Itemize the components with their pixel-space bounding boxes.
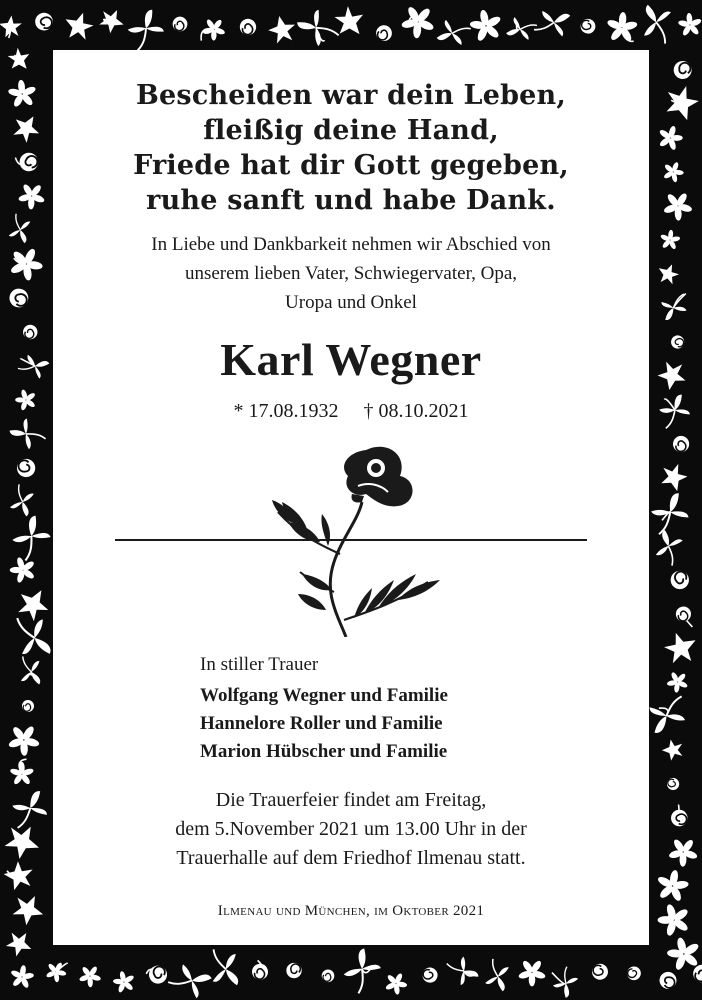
poem bbox=[53, 78, 649, 218]
poem-line: Bescheiden war dein Leben, bbox=[136, 80, 566, 111]
family-name: Marion Hübscher und Familie bbox=[200, 741, 448, 762]
intro-line: Uropa und Onkel bbox=[285, 292, 417, 313]
birth-date: * 17.08.1932 bbox=[233, 400, 339, 422]
family-name: Wolfgang Wegner und Familie bbox=[200, 685, 448, 706]
deceased-name: Karl Wegner bbox=[220, 334, 482, 385]
funeral-service-info bbox=[53, 786, 649, 873]
life-dates bbox=[53, 398, 649, 424]
place-and-date: Ilmenau und München, im Oktober 2021 bbox=[217, 903, 485, 919]
poem-line: Friede hat dir Gott gegeben, bbox=[133, 150, 569, 181]
service-line: Trauerhalle auf dem Friedhof Ilmenau statt. bbox=[176, 847, 526, 869]
mourning-lead: In stiller Trauer bbox=[200, 654, 319, 675]
service-line: Die Trauerfeier findet am Freitag, bbox=[215, 789, 487, 811]
farewell-intro bbox=[53, 230, 649, 317]
intro-line: In Liebe und Dankbarkeit nehmen wir Abschied von bbox=[151, 234, 551, 255]
rose-icon bbox=[258, 442, 443, 637]
notice-card bbox=[53, 50, 649, 945]
family-name: Hannelore Roller und Familie bbox=[200, 713, 443, 734]
poem-line: ruhe sanft und habe Dank. bbox=[146, 185, 556, 216]
mourners bbox=[200, 652, 448, 766]
intro-line: unserem lieben Vater, Schwiegervater, Opa, bbox=[184, 263, 518, 284]
service-line: dem 5.November 2021 um 13.00 Uhr in der bbox=[175, 818, 527, 840]
poem-line: fleißig deine Hand, bbox=[203, 115, 499, 146]
death-date: † 08.10.2021 bbox=[363, 400, 469, 422]
